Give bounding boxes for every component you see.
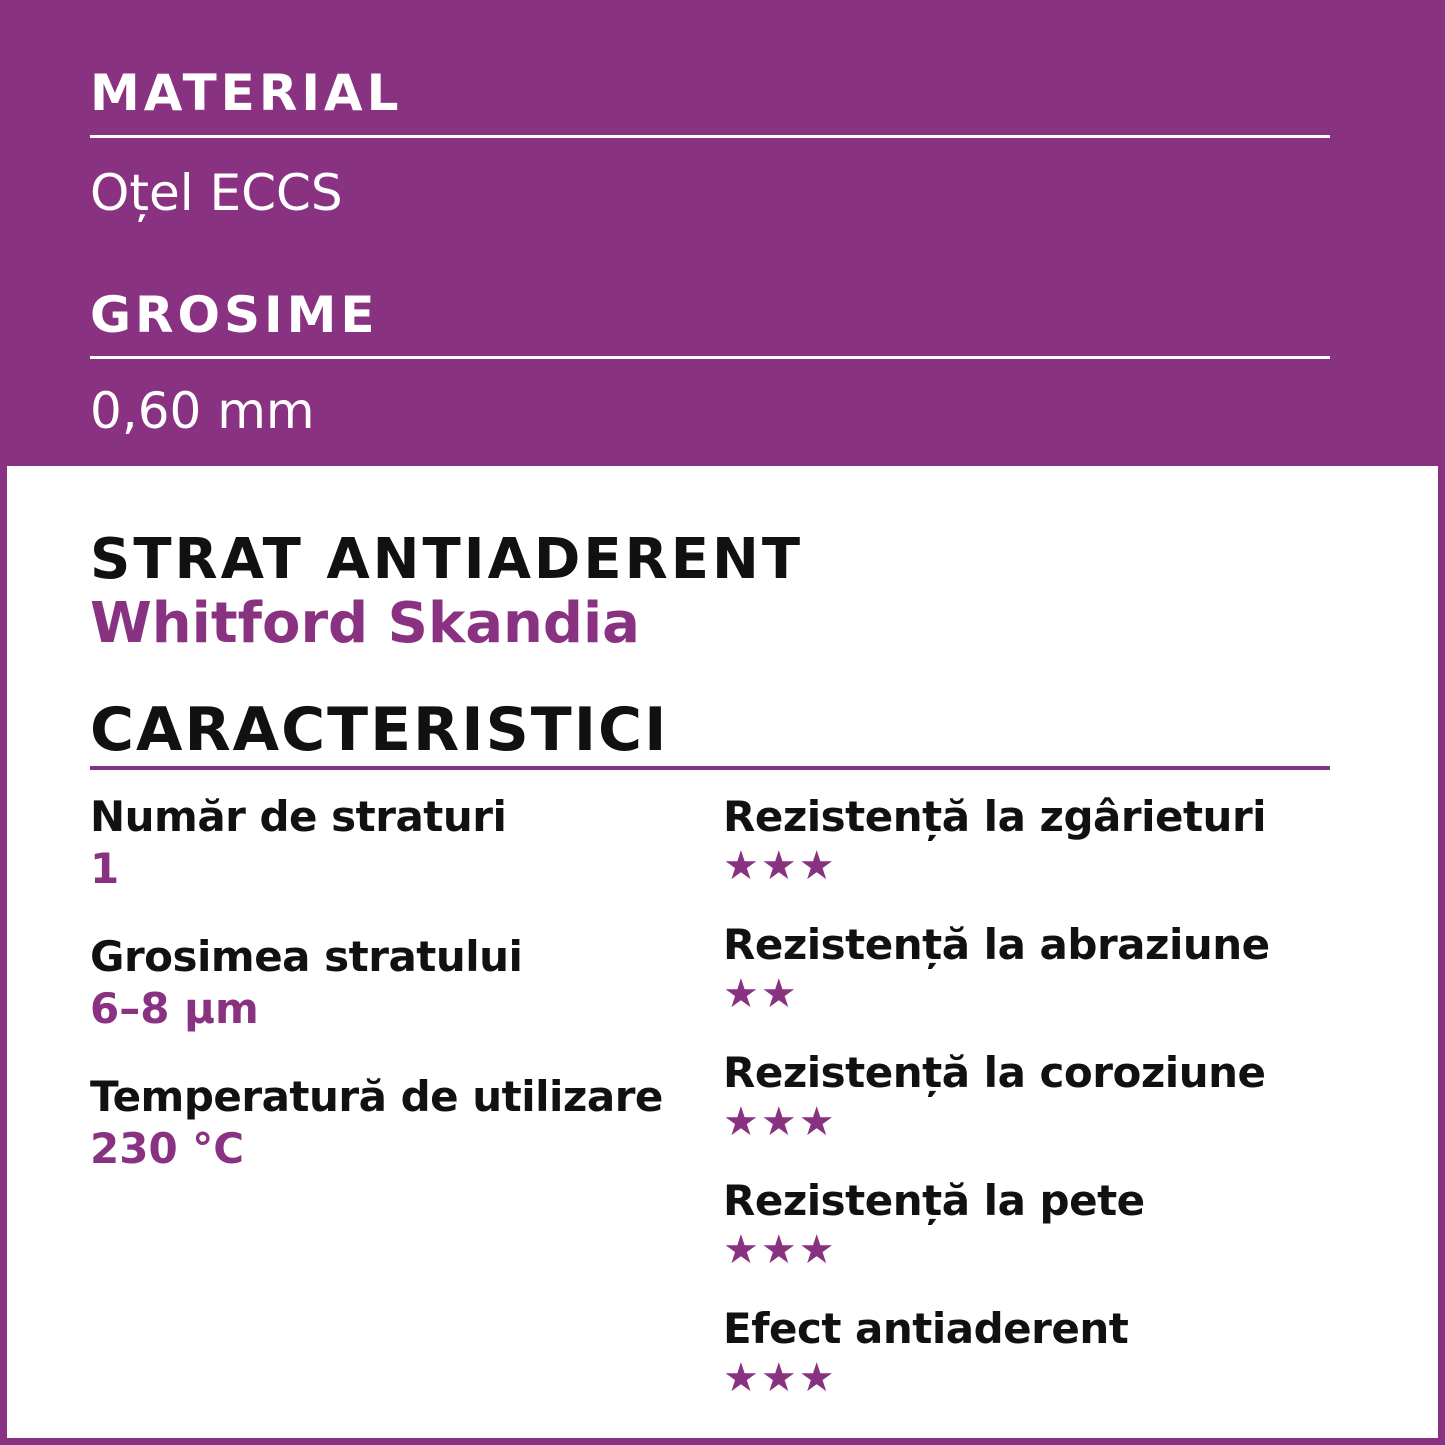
- thickness-divider: [90, 356, 1330, 359]
- rating-item-scratch: [723, 792, 1267, 889]
- characteristics-divider: [90, 766, 1330, 770]
- thickness-value: 0,60 mm: [90, 382, 315, 440]
- star-rating-icon: ★★★: [723, 1099, 837, 1145]
- material-value: Oțel ECCS: [90, 164, 343, 222]
- material-label: MATERIAL: [90, 64, 403, 122]
- rating-item-corrosion: [723, 1048, 1266, 1145]
- material-divider: [90, 135, 1330, 138]
- spec-item-layer-thickness: [90, 932, 523, 1033]
- spec-item-layers: [90, 792, 507, 893]
- spec-item-value: 1: [90, 844, 120, 893]
- spec-item-value: 6–8 µm: [90, 984, 259, 1033]
- rating-item-label: Rezistență la zgârieturi: [723, 792, 1267, 841]
- coating-label: STRAT ANTIADERENT: [90, 527, 804, 592]
- rating-item-stains: [723, 1176, 1145, 1273]
- star-rating-icon: ★★★: [723, 843, 837, 889]
- star-rating-icon: ★★: [723, 971, 799, 1017]
- rating-item-abrasion: [723, 920, 1270, 1017]
- spec-item-temperature: [90, 1072, 663, 1173]
- spec-item-label: Grosimea stratului: [90, 932, 523, 981]
- spec-item-label: Număr de straturi: [90, 792, 507, 841]
- spec-item-value: 230 °C: [90, 1124, 245, 1173]
- star-rating-icon: ★★★: [723, 1227, 837, 1273]
- characteristics-panel: [7, 466, 1438, 1438]
- spec-item-label: Temperatură de utilizare: [90, 1072, 663, 1121]
- rating-item-label: Rezistență la abraziune: [723, 920, 1270, 969]
- coating-value: Whitford Skandia: [90, 591, 640, 656]
- top-spec-section: [0, 0, 1445, 466]
- rating-item-label: Rezistență la coroziune: [723, 1048, 1266, 1097]
- rating-item-label: Efect antiaderent: [723, 1304, 1129, 1353]
- rating-item-label: Rezistență la pete: [723, 1176, 1145, 1225]
- thickness-label: GROSIME: [90, 286, 379, 344]
- star-rating-icon: ★★★: [723, 1355, 837, 1401]
- rating-item-nonstick: [723, 1304, 1129, 1401]
- characteristics-title: CARACTERISTICI: [90, 695, 669, 765]
